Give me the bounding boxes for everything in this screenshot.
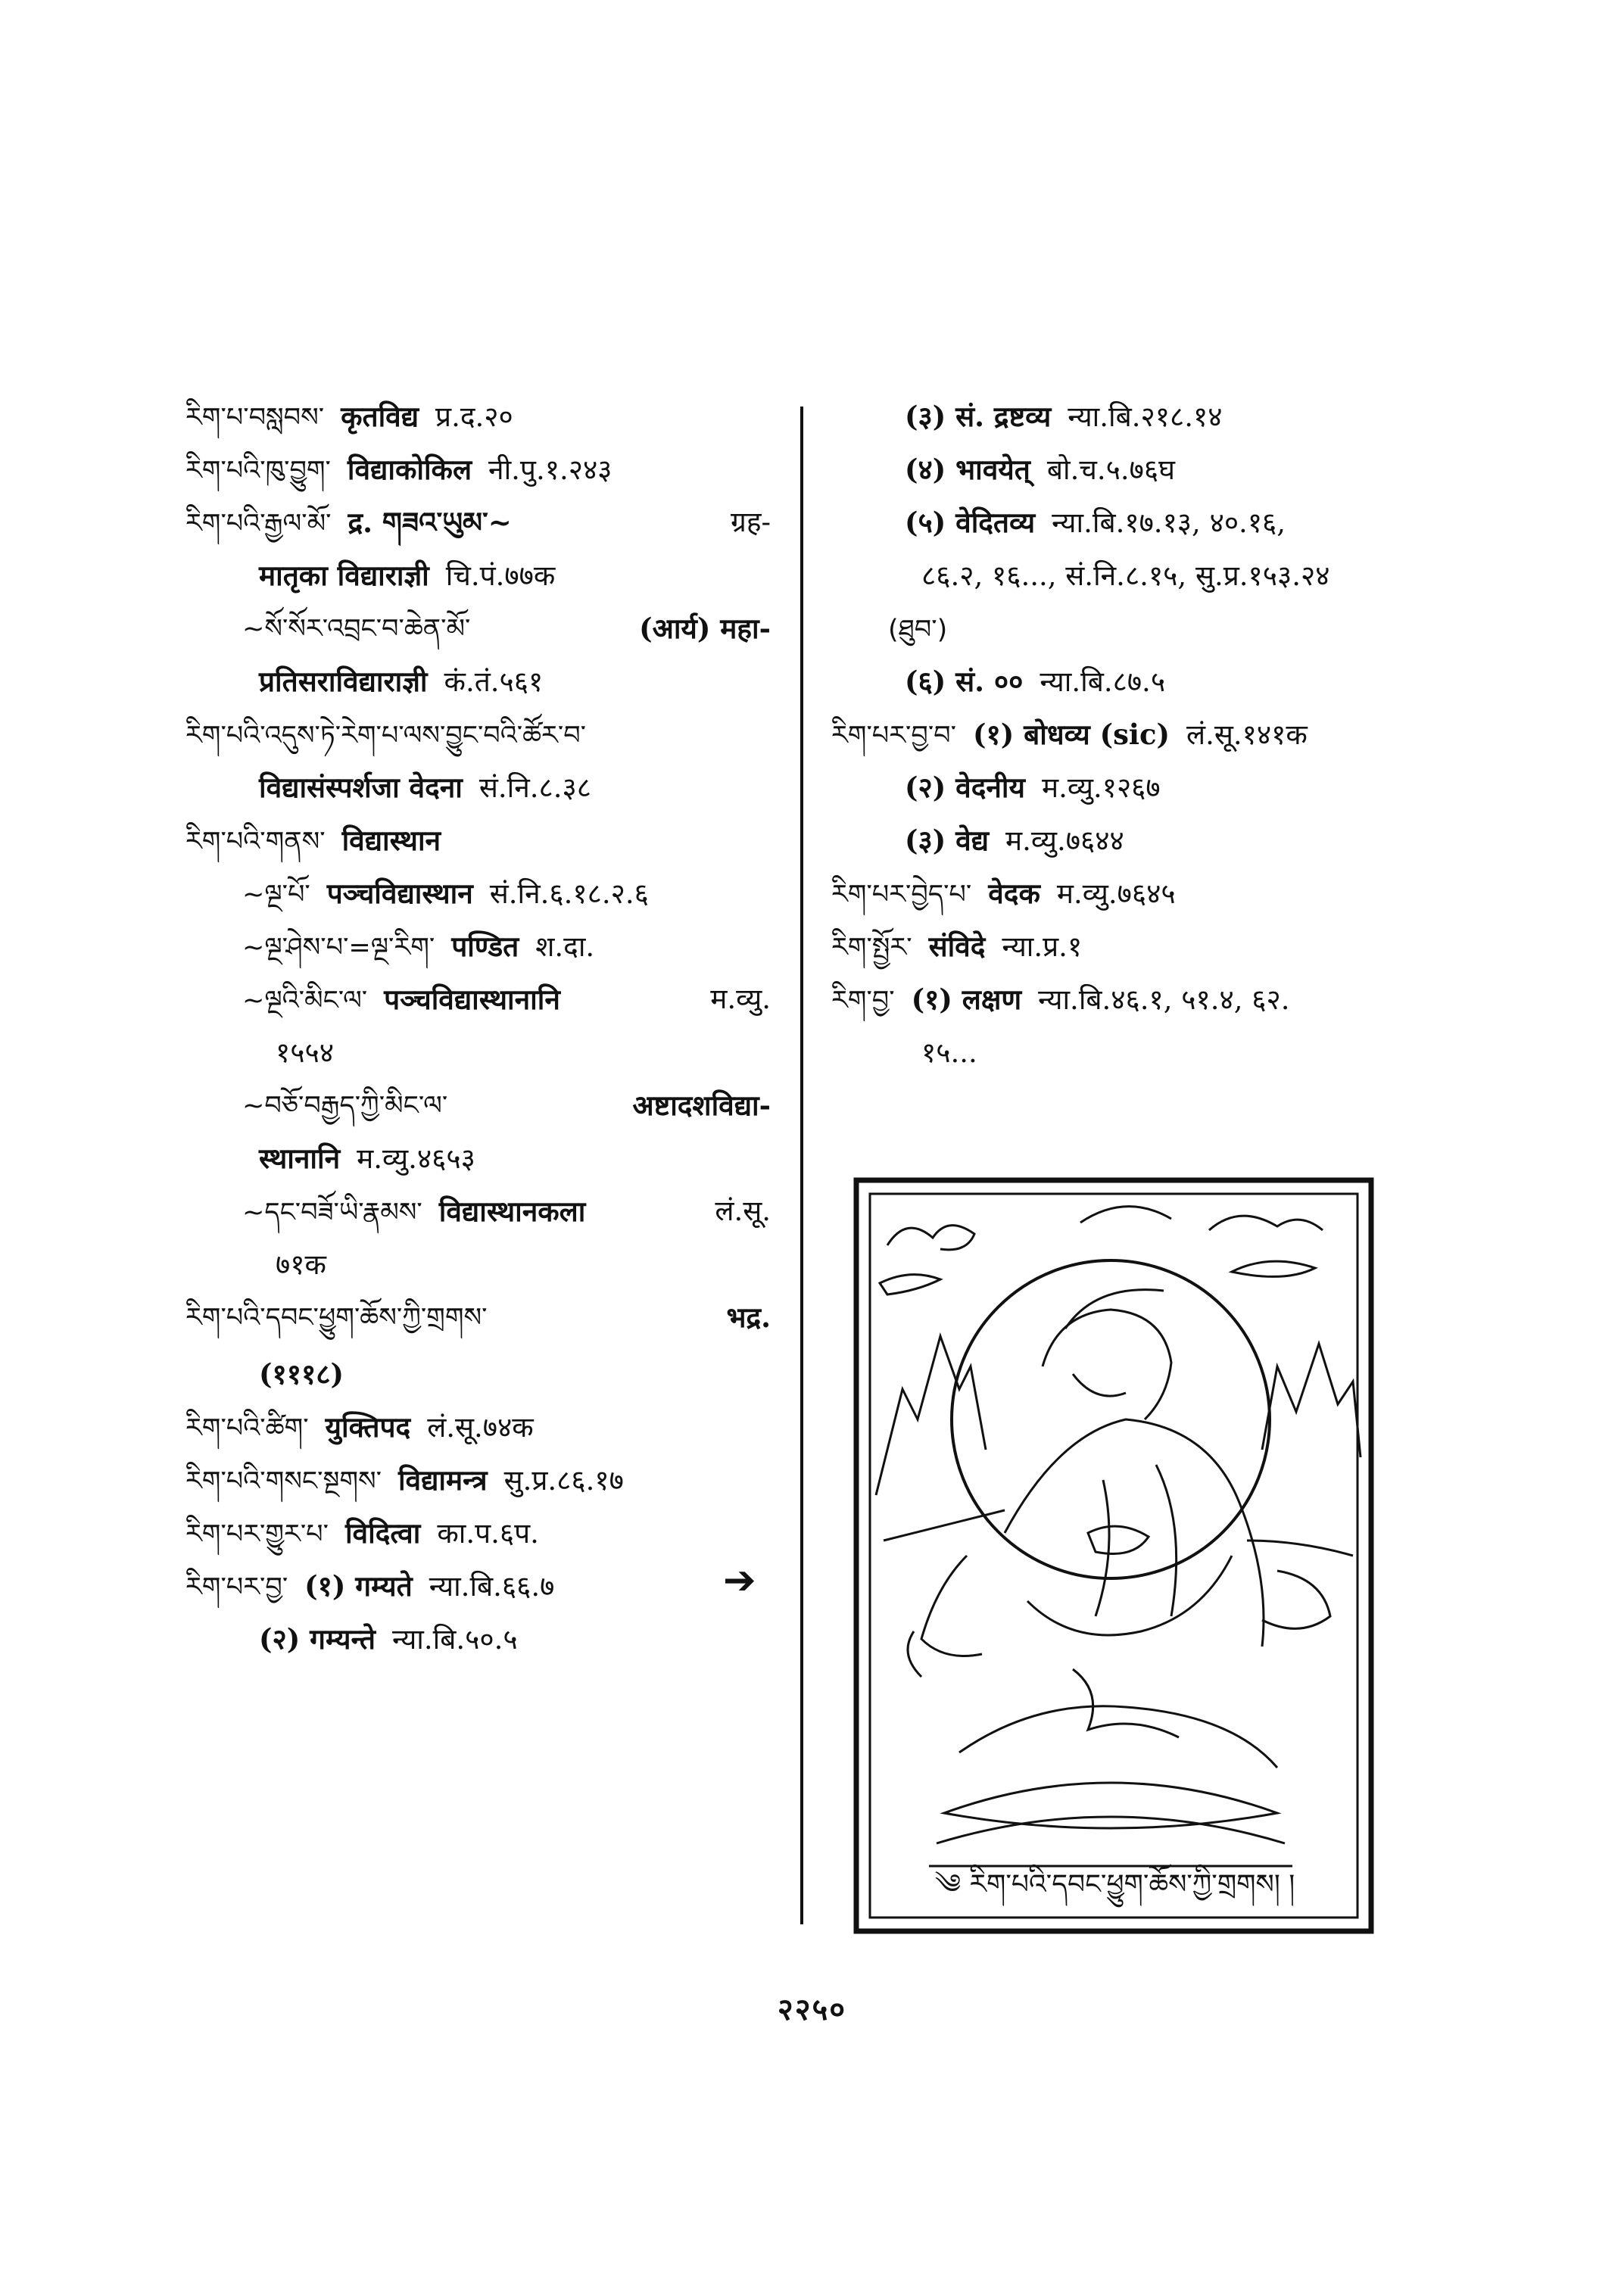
reference: प्र.द.२० bbox=[435, 400, 513, 433]
sanskrit-term: (२) गम्यन्ते bbox=[259, 1622, 376, 1656]
entry-line bbox=[185, 397, 530, 437]
entry-line bbox=[242, 1192, 787, 1232]
tibetan-term: ~ལྔའི་མིང་ལ་ bbox=[242, 986, 368, 1016]
entry-line bbox=[888, 397, 1239, 437]
entry-line bbox=[242, 609, 787, 648]
sanskrit-term: पञ्चविद्यास्थान bbox=[326, 877, 473, 910]
entry-line bbox=[242, 927, 611, 967]
entry-line bbox=[185, 1567, 571, 1606]
reference: न्या.बि.२१८.१४ bbox=[1068, 400, 1223, 433]
entry-line bbox=[888, 768, 1177, 808]
tibetan-term: རིག་པའི་ཚིག་ bbox=[185, 1413, 309, 1444]
entry-line bbox=[242, 662, 560, 702]
sanskrit-term: (१) लक्षण bbox=[911, 983, 1022, 1016]
entry-line bbox=[242, 768, 608, 808]
entry-line bbox=[185, 1514, 556, 1553]
sanskrit-term: (आर्य) महा- bbox=[639, 612, 771, 645]
sanskrit-term: विद्यासंस्पर्शजा वेदना bbox=[259, 771, 463, 804]
reference: नी.पु.१.२४३ bbox=[488, 453, 613, 486]
reference: १५५४ bbox=[276, 1036, 334, 1069]
sanskrit-term: द्र. གཟའ་ཡུམ་~ bbox=[348, 506, 512, 539]
tibetan-term: ~དང་བཟོ་ཡི་རྣམས་ bbox=[242, 1198, 422, 1228]
reference: कं.तं.५६१ bbox=[444, 665, 544, 698]
reference: म.व्यु.१२६७ bbox=[1041, 771, 1161, 804]
tibetan-term: (ཐུབ་) bbox=[888, 615, 948, 645]
sanskrit-term: विद्यामन्त्र bbox=[397, 1463, 488, 1497]
tibetan-term: རིག་པར་བྱེད་པ་ bbox=[831, 880, 972, 910]
reference: न्या.बि.१७.१३, ४०.१६, bbox=[1052, 506, 1286, 539]
entry-line bbox=[888, 662, 1182, 702]
reference: न्या.प्र.१ bbox=[1002, 930, 1083, 963]
reference: म.व्यु.७६४४ bbox=[1005, 824, 1124, 857]
reference: का.प.६प. bbox=[437, 1517, 539, 1550]
sanskrit-term: विद्यास्थान bbox=[341, 824, 441, 857]
sanskrit-term: विदित्वा bbox=[344, 1516, 421, 1550]
sanskrit-term: (१) गम्यते bbox=[304, 1569, 413, 1603]
sanskrit-term: स्थानानि bbox=[259, 1142, 341, 1175]
sanskrit-term: मातृका विद्याराज्ञी bbox=[259, 559, 429, 592]
entry-line bbox=[185, 450, 628, 490]
entry-line bbox=[185, 715, 636, 755]
reference: सं.नि.६.१८.२.६ bbox=[489, 877, 649, 910]
reference: लं.सू.१४१क bbox=[1186, 718, 1308, 751]
tibetan-term: རིག་པའི་ཁུ་བྱུག་ bbox=[185, 456, 331, 486]
reference: लं.सू. bbox=[715, 1195, 771, 1227]
sanskrit-term: (५) वेदितव्य bbox=[905, 506, 1036, 539]
reference: सु.प्र.८६.१७ bbox=[503, 1464, 624, 1497]
reference: म.व्यु.७६४५ bbox=[1056, 877, 1176, 910]
entry-line bbox=[242, 556, 572, 596]
reference: १५... bbox=[921, 1036, 977, 1069]
sanskrit-term: कृतविद्य bbox=[341, 400, 419, 433]
sanskrit-term: (१) बोधव्य (sic) bbox=[972, 718, 1170, 751]
entry-line bbox=[831, 715, 1324, 755]
sanskrit-term: (४) भावयेत् bbox=[905, 453, 1030, 486]
entry-line bbox=[888, 609, 997, 649]
tibetan-term: རིག་སྤྱོར་ bbox=[831, 933, 912, 963]
reference: ८६.२, १६..., सं.नि.८.१५, सु.प्र.१५३.२४ bbox=[921, 559, 1330, 592]
entry-line bbox=[242, 874, 665, 914]
entry-line bbox=[831, 927, 1099, 967]
tibetan-term: རིག་པའི་རྒྱལ་མོ་ bbox=[185, 509, 332, 539]
reference: म.व्यु. bbox=[710, 983, 771, 1015]
entry-line bbox=[888, 821, 1141, 861]
tibetan-term: རིག་པའི་དབང་ཕྱུག་ཆོས་ཀྱི་གྲགས་ bbox=[185, 1303, 488, 1333]
tibetan-term: རིག་བྱ་ bbox=[831, 986, 895, 1016]
tibetan-term: རིག་པའི་འདུས་ཏེ་རེག་པ་ལས་བྱུང་བའི་ཚོར་བ་ bbox=[185, 721, 586, 751]
sanskrit-term: विद्यास्थानकला bbox=[438, 1195, 586, 1228]
sanskrit-term: भद्र. bbox=[726, 1301, 771, 1334]
sanskrit-term: युक्तिपद bbox=[325, 1410, 411, 1444]
sanskrit-term: (२) वेदनीय bbox=[905, 771, 1025, 804]
entry-line bbox=[888, 1033, 994, 1073]
reference: चि.पं.७७क bbox=[445, 559, 556, 592]
sanskrit-term: विद्याकोकिल bbox=[347, 453, 472, 486]
sanskrit-term: पण्डित bbox=[451, 930, 519, 963]
entry-line bbox=[242, 1620, 535, 1659]
column-divider bbox=[800, 407, 803, 1924]
tibetan-term: རིག་པར་བྱ་བ་ bbox=[831, 721, 956, 751]
entry-line bbox=[185, 1408, 550, 1447]
sanskrit-term: अष्टादशविद्या- bbox=[632, 1089, 771, 1122]
entry-line bbox=[242, 1086, 787, 1125]
sanskrit-term: संविदे bbox=[928, 930, 986, 963]
reference: लं.सू.७४क bbox=[427, 1411, 534, 1444]
entry-line bbox=[185, 503, 787, 543]
tibetan-term: ~སོ་སོར་འབྲང་བ་ཆེན་མོ་ bbox=[242, 614, 471, 644]
reference: बो.च.५.७६घ bbox=[1046, 453, 1175, 486]
illustration-caption: ༄ རིག་པའི་དབང་ཕྱུག་ཆོས་ཀྱི་གྲགས། ། bbox=[934, 1869, 1295, 1900]
reference: श.दा. bbox=[535, 930, 595, 963]
entry-line bbox=[242, 1355, 377, 1394]
entry-line bbox=[242, 980, 787, 1020]
sanskrit-term: प्रतिसराविद्याराज्ञी bbox=[259, 665, 428, 698]
seated-master-illustration bbox=[853, 1177, 1374, 1934]
tibetan-term: ~ལྔ་པོ་ bbox=[242, 880, 310, 910]
reference: ७१क bbox=[276, 1248, 326, 1281]
entry-line bbox=[831, 874, 1192, 914]
entry-line bbox=[242, 1245, 343, 1285]
reference: न्या.बि.८७.५ bbox=[1040, 665, 1166, 698]
arrow-icon: ➔ bbox=[723, 1558, 756, 1603]
tibetan-term: རིག་པའི་གསང་སྔགས་ bbox=[185, 1466, 382, 1497]
entry-line bbox=[185, 821, 474, 861]
entry-line bbox=[242, 1033, 351, 1073]
entry-line bbox=[831, 980, 1307, 1020]
entry-line bbox=[242, 1139, 492, 1179]
entry-line bbox=[888, 556, 1347, 596]
sanskrit-term: पञ्चविद्यास्थानानि bbox=[384, 983, 560, 1016]
reference: सं.नि.८.३८ bbox=[478, 771, 592, 804]
entry-line bbox=[185, 1298, 787, 1337]
sanskrit-term: (३) वेद्य bbox=[905, 824, 990, 857]
entry-line bbox=[888, 450, 1192, 490]
sanskrit-term: वेदक bbox=[988, 877, 1040, 910]
reference: न्या.बि.५०.५ bbox=[391, 1623, 518, 1656]
tibetan-term: རིག་པའི་གནས་ bbox=[185, 827, 326, 857]
reference: ग्रह- bbox=[730, 506, 771, 538]
sanskrit-term: (३) सं. द्रष्टव्य bbox=[905, 400, 1052, 433]
sanskrit-term: (६) सं. ०० bbox=[905, 665, 1024, 698]
reference: म.व्यु.४६५३ bbox=[357, 1142, 475, 1175]
reference: न्या.बि.४६.१, ५१.४, ६२. bbox=[1038, 983, 1290, 1016]
sanskrit-term: (१११८) bbox=[259, 1357, 344, 1391]
entry-line bbox=[185, 1461, 641, 1500]
tibetan-term: རིག་པ་བསླབས་ bbox=[185, 403, 325, 433]
tibetan-term: རིག་པར་བྱ་ bbox=[185, 1572, 288, 1603]
reference: न्या.बि.६६.७ bbox=[429, 1570, 555, 1603]
entry-line bbox=[888, 503, 1302, 543]
tibetan-term: ~ལྔ་ཤེས་པ་=ལྔ་རིག་ bbox=[242, 933, 435, 963]
page-number: २२५० bbox=[777, 1992, 847, 2027]
tibetan-term: རིག་པར་གྱུར་པ་ bbox=[185, 1519, 329, 1550]
tibetan-term: ~བཅོ་བརྒྱད་ཀྱི་མིང་ལ་ bbox=[242, 1091, 448, 1121]
